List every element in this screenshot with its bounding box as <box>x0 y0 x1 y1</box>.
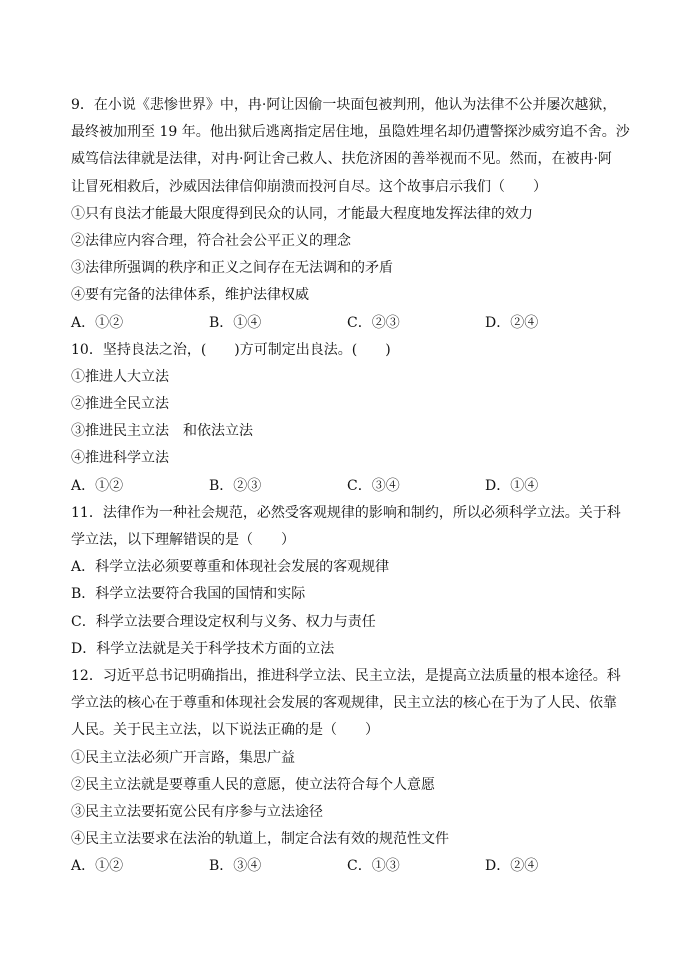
option-b: B．②③ <box>209 477 262 494</box>
question-item: ①民主立法必须广开言路，集思广益 <box>71 749 295 766</box>
option-a: A．①② <box>71 314 124 331</box>
question-stem-line: 让冒死相救后，沙威因法律信仰崩溃而投河自尽。这个故事启示我们（ ） <box>71 178 547 195</box>
answer-option-line: A．科学立法必须要尊重和体现社会发展的客观规律 <box>71 559 390 576</box>
answer-option-line: C．科学立法要合理设定权利与义务、权力与责任 <box>71 613 376 630</box>
question-stem-line: 学立法，以下理解错误的是（ ） <box>71 532 295 548</box>
question-stem-line: 人民。关于民主立法，以下说法正确的是（ ） <box>71 722 379 739</box>
question-stem-line: 威笃信法律就是法律，对冉·阿让舍己救人、扶危济困的善举视而不见。然而，在被冉·阿 <box>71 151 612 168</box>
question-11 <box>71 500 631 663</box>
option-b: B．①④ <box>209 314 262 331</box>
question-item: ④要有完备的法律体系，维护法律权威 <box>71 287 309 304</box>
option-c: C．③④ <box>347 477 400 494</box>
exam-page <box>71 92 631 880</box>
question-stem-line: 11．法律作为一种社会规范，必然受客观规律的影响和制约，所以必须科学立法。关于科 <box>71 504 621 521</box>
question-stem-line: 10．坚持良法之治，( )方可制定出良法。( ) <box>71 341 391 358</box>
question-item: ②推进全民立法 <box>71 396 169 413</box>
question-item: ④推进科学立法 <box>71 450 169 467</box>
option-a: A．①② <box>71 477 124 494</box>
question-9 <box>71 92 631 337</box>
question-stem-line: 12．习近平总书记明确指出，推进科学立法、民主立法，是提高立法质量的根本途径。科 <box>71 667 621 684</box>
question-stem-line: 学立法的核心在于尊重和体现社会发展的客观规律，民主立法的核心在于为了人民、依靠 <box>71 695 617 712</box>
option-d: D．②④ <box>485 858 539 875</box>
option-d: D．①④ <box>485 477 539 494</box>
question-item: ③民主立法要拓宽公民有序参与立法途径 <box>71 803 323 820</box>
question-12 <box>71 663 631 881</box>
question-stem-line: 9．在小说《悲惨世界》中，冉·阿让因偷一块面包被判刑，他认为法律不公并屡次越狱， <box>71 97 617 113</box>
answer-options <box>71 310 631 337</box>
question-item: ①只有良法才能最大限度得到民众的认同，才能最大程度地发挥法律的效力 <box>71 205 533 222</box>
answer-option-line: B．科学立法要符合我国的国情和实际 <box>71 586 306 603</box>
option-a: A．①② <box>71 858 124 875</box>
answer-options <box>71 473 631 500</box>
question-item: ①推进人大立法 <box>71 368 169 385</box>
question-stem-line: 最终被加刑至 19 年。他出狱后逃离指定居住地，虽隐姓埋名却仍遭警探沙威穷追不舍。沙 <box>71 124 630 141</box>
option-c: C．①③ <box>347 858 400 875</box>
option-d: D．②④ <box>485 314 539 331</box>
answer-options <box>71 853 631 880</box>
option-b: B．③④ <box>209 858 262 875</box>
answer-option-line: D．科学立法就是关于科学技术方面的立法 <box>71 640 335 657</box>
question-item: ③推进民主立法 和依法立法 <box>71 423 253 440</box>
question-item: ④民主立法要求在法治的轨道上，制定合法有效的规范性文件 <box>71 831 449 848</box>
question-item: ②民主立法就是要尊重人民的意愿，使立法符合每个人意愿 <box>71 776 435 793</box>
question-10 <box>71 337 631 500</box>
question-item: ③法律所强调的秩序和正义之间存在无法调和的矛盾 <box>71 260 393 277</box>
question-item: ②法律应内容合理，符合社会公平正义的理念 <box>71 232 351 249</box>
option-c: C．②③ <box>347 314 400 331</box>
